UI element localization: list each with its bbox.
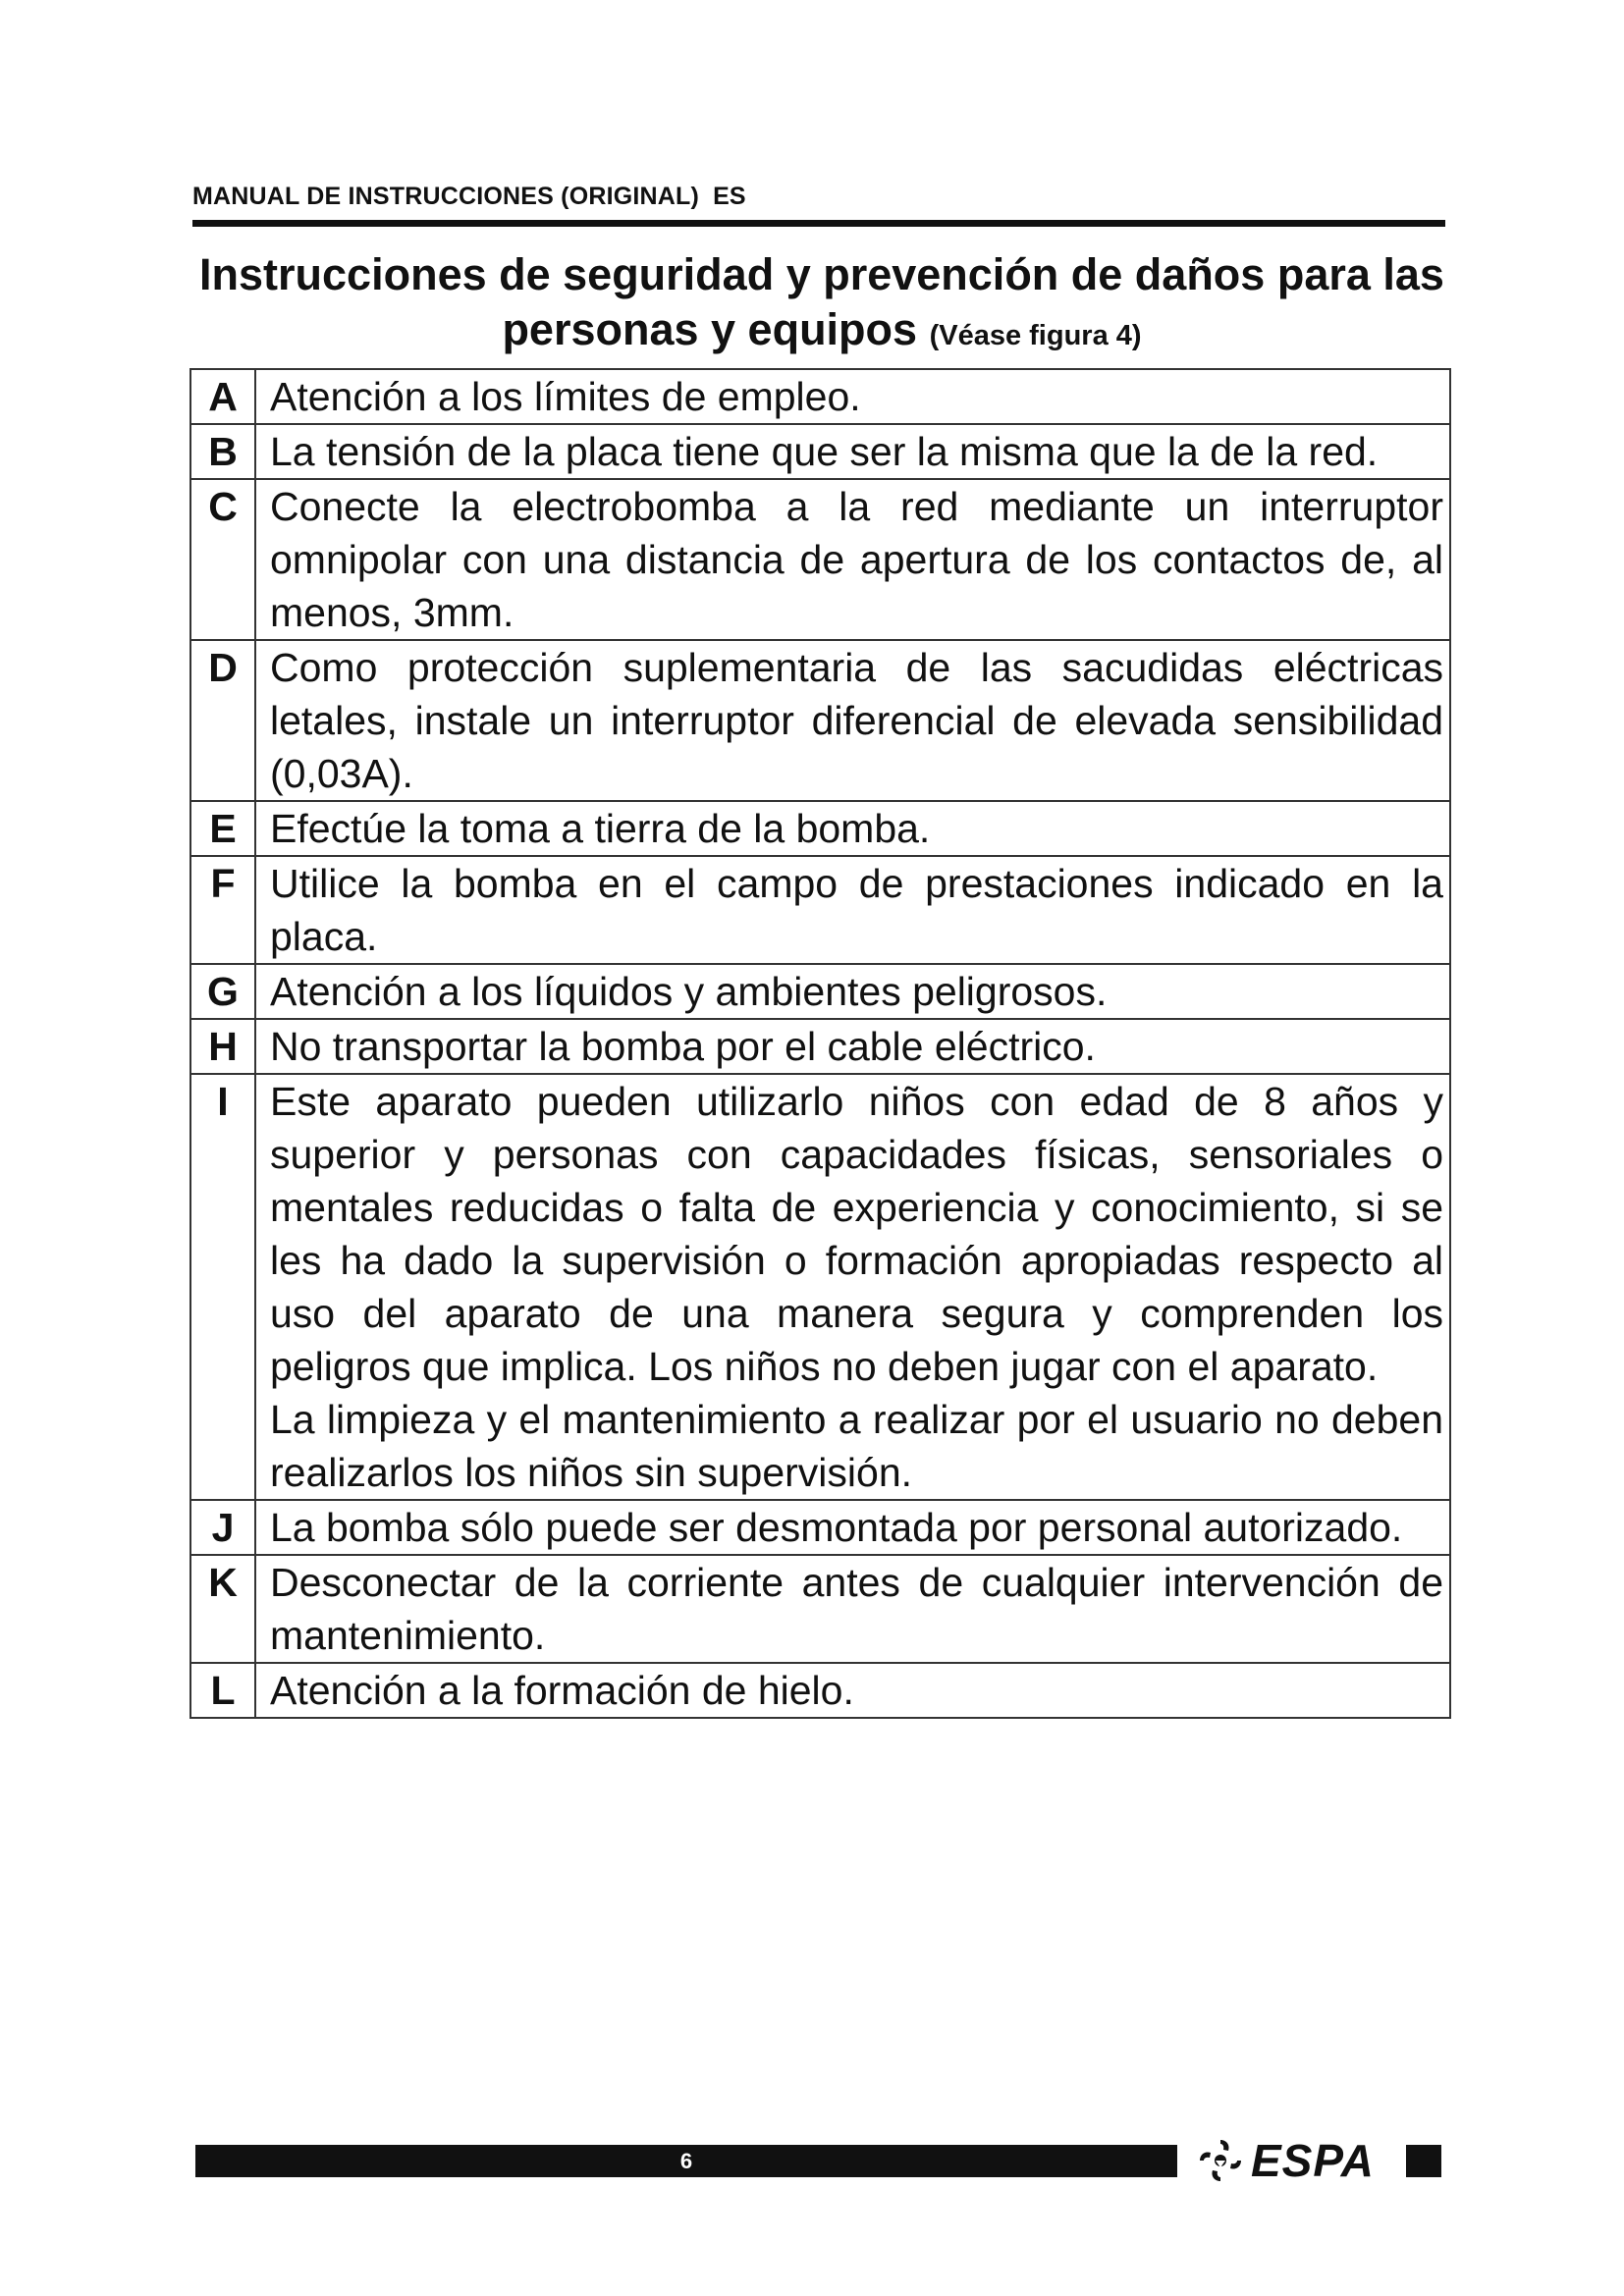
instruction-row [190, 964, 1450, 1019]
instruction-text: La tensión de la placa tiene que ser la misma que la de la red. [270, 429, 1379, 474]
page-title-main: Instrucciones de seguridad y prevención de daños para las personas y equipos [199, 249, 1444, 354]
instruction-row [190, 1500, 1450, 1555]
instruction-row [190, 856, 1450, 964]
instruction-letter: K [190, 1555, 255, 1663]
instruction-letter: F [190, 856, 255, 964]
safety-instructions-table [189, 368, 1451, 1719]
instruction-text: Como protección suplementaria de las sacudidas eléctricas letales, instale un interruptor diferencial de elevada sensibilidad (0,03A). [270, 645, 1443, 796]
instruction-letter: G [190, 964, 255, 1019]
instruction-row [190, 424, 1450, 479]
instruction-letter: E [190, 801, 255, 856]
page-title [192, 247, 1451, 363]
instruction-row [190, 1019, 1450, 1074]
instruction-text: Utilice la bomba en el campo de prestaciones indicado en la placa. [270, 861, 1443, 959]
instruction-letter: I [190, 1074, 255, 1500]
instruction-text-cell [255, 1500, 1450, 1555]
manual-header [192, 183, 746, 211]
instruction-text: Atención a los límites de empleo. [270, 374, 861, 419]
instruction-text-cell [255, 1555, 1450, 1663]
instruction-text-cell [255, 1663, 1450, 1718]
language-code: ES [713, 183, 746, 210]
instruction-row [190, 640, 1450, 801]
figure-reference: (Véase figura 4) [929, 320, 1142, 351]
instruction-letter: H [190, 1019, 255, 1074]
instruction-letter: J [190, 1500, 255, 1555]
safety-instructions-body [190, 369, 1450, 1718]
instruction-text: La bomba sólo puede ser desmontada por personal autorizado. [270, 1505, 1403, 1550]
manual-title: MANUAL DE INSTRUCCIONES (ORIGINAL) [192, 183, 700, 210]
instruction-text: Desconectar de la corriente antes de cualquier intervención de mantenimiento. [270, 1560, 1443, 1658]
instruction-row [190, 479, 1450, 640]
instruction-text-cell [255, 964, 1450, 1019]
instruction-letter: D [190, 640, 255, 801]
instruction-text: Atención a los líquidos y ambientes peligrosos. [270, 969, 1108, 1014]
espa-brand-text: ESPA [1251, 2135, 1375, 2186]
footer-bar [195, 2145, 1177, 2177]
instruction-text: Efectúe la toma a tierra de la bomba. [270, 806, 931, 851]
instruction-text-cell [255, 856, 1450, 964]
instruction-text-cell [255, 1019, 1450, 1074]
instruction-letter: B [190, 424, 255, 479]
espa-swirl-icon [1196, 2136, 1245, 2185]
instruction-letter: A [190, 369, 255, 424]
instruction-row [190, 1663, 1450, 1718]
instruction-row [190, 369, 1450, 424]
instruction-text-cell [255, 479, 1450, 640]
instruction-text-cell [255, 1074, 1450, 1500]
header-divider [192, 220, 1445, 227]
instruction-row [190, 801, 1450, 856]
instruction-row [190, 1555, 1450, 1663]
instruction-text: No transportar la bomba por el cable eléctrico. [270, 1024, 1096, 1069]
instruction-letter: C [190, 479, 255, 640]
instruction-letter: L [190, 1663, 255, 1718]
page-number: 6 [679, 2149, 693, 2173]
instruction-text-cell [255, 369, 1450, 424]
instruction-text-cell [255, 801, 1450, 856]
instruction-text: La limpieza y el mantenimiento a realizar por el usuario no deben realizarlos los niños sin supervisión. [270, 1397, 1443, 1495]
espa-logo [1196, 2130, 1375, 2191]
instruction-row [190, 1074, 1450, 1500]
instruction-text-cell [255, 424, 1450, 479]
instruction-text: Este aparato pueden utilizarlo niños con edad de 8 años y superior y personas con capacidades físicas, sensoriales o mentales reducidas o falta de experiencia y conocimiento, si se les ha dado la supervisión o formación apropiadas respecto al uso del aparato de una manera segura y comprenden los peligros que implica. Los niños no deben jugar con el aparato. [270, 1079, 1443, 1389]
instruction-text-cell [255, 640, 1450, 801]
instruction-text: Conecte la electrobomba a la red mediante un interruptor omnipolar con una distancia de apertura de los contactos de, al menos, 3mm. [270, 484, 1443, 635]
footer-end-block [1406, 2145, 1441, 2177]
instruction-text: Atención a la formación de hielo. [270, 1668, 854, 1713]
